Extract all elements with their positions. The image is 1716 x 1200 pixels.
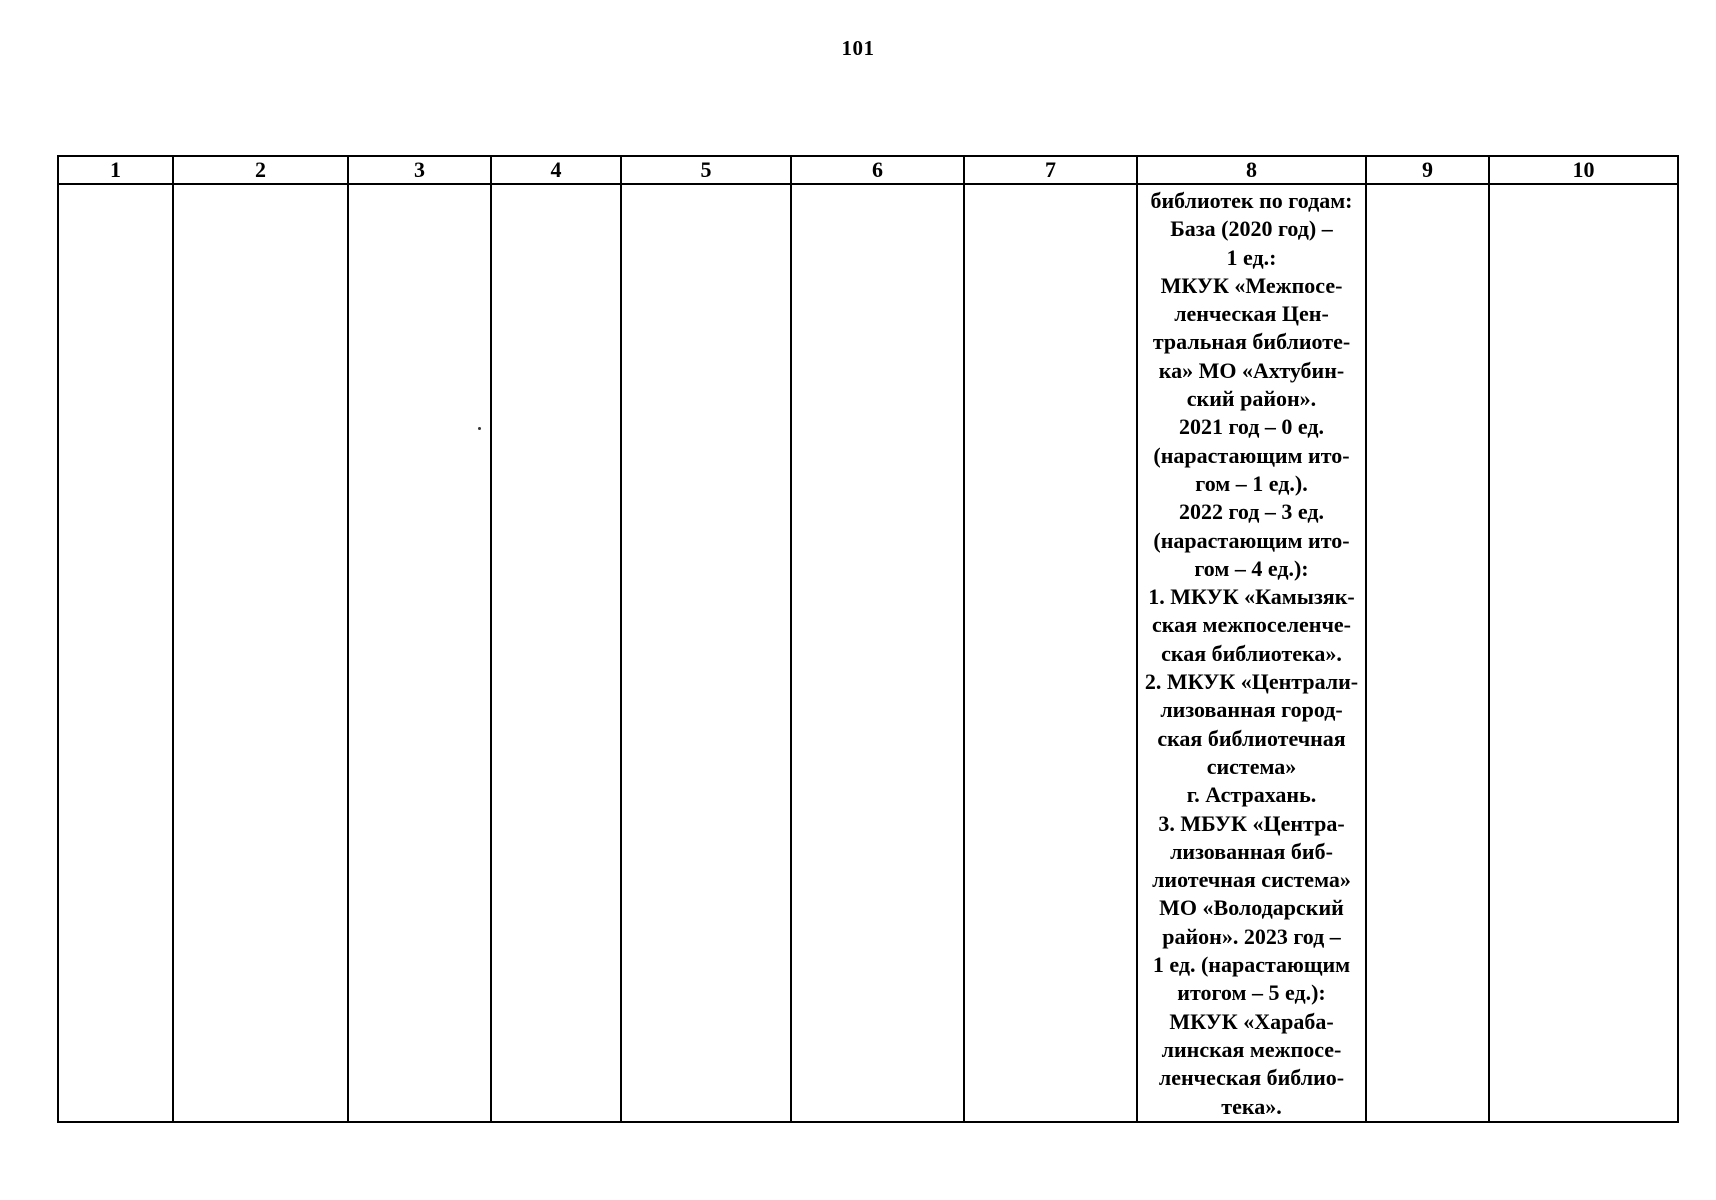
table-cell bbox=[964, 184, 1137, 1122]
column-header: 5 bbox=[621, 156, 791, 184]
column-header: 7 bbox=[964, 156, 1137, 184]
column-header: 2 bbox=[173, 156, 348, 184]
table-cell bbox=[491, 184, 621, 1122]
table-cell bbox=[348, 184, 491, 1122]
document-table bbox=[57, 155, 1679, 1123]
column-header: 9 bbox=[1366, 156, 1489, 184]
scan-speck bbox=[478, 427, 481, 430]
column-header: 3 bbox=[348, 156, 491, 184]
column-header: 8 bbox=[1137, 156, 1366, 184]
table-cell bbox=[791, 184, 964, 1122]
table-cell bbox=[1489, 184, 1678, 1122]
table-cell bbox=[58, 184, 173, 1122]
column-header: 10 bbox=[1489, 156, 1678, 184]
table-cell bbox=[621, 184, 791, 1122]
table-cell bbox=[1366, 184, 1489, 1122]
table-header-row bbox=[58, 156, 1678, 184]
table-cell bbox=[173, 184, 348, 1122]
column-header: 4 bbox=[491, 156, 621, 184]
column-header: 6 bbox=[791, 156, 964, 184]
page-number: 101 bbox=[841, 36, 875, 60]
library-stats-text: библиотек по годам: База (2020 год) – 1 ед.: МКУК «Межпосе- ленческая Цен- тральная библиоте- ка» МО «Ахтубин- ский район». 2021 год – 0 ед. (нарастающим ито- гом – 1 ед.). 2022 год – 3 ед. (нарастающим ито- гом – 4 ед.): 1. МКУК «Камызяк- ская межпоселенче- ская библиотека». 2. МКУК «Централи- лизованная город- ская библиотечная система» г. Астрахань. 3. МБУК «Центра- лизованная биб- лиотечная система» МО «Володарский район». 2023 год – 1 ед. (нарастающим итогом – 5 ед.): МКУК «Хараба- линская межпосе- ленческая библио- тека». bbox=[1144, 188, 1359, 1119]
column-header: 1 bbox=[58, 156, 173, 184]
table-row bbox=[58, 184, 1678, 1122]
table-cell-col-8 bbox=[1137, 184, 1366, 1122]
